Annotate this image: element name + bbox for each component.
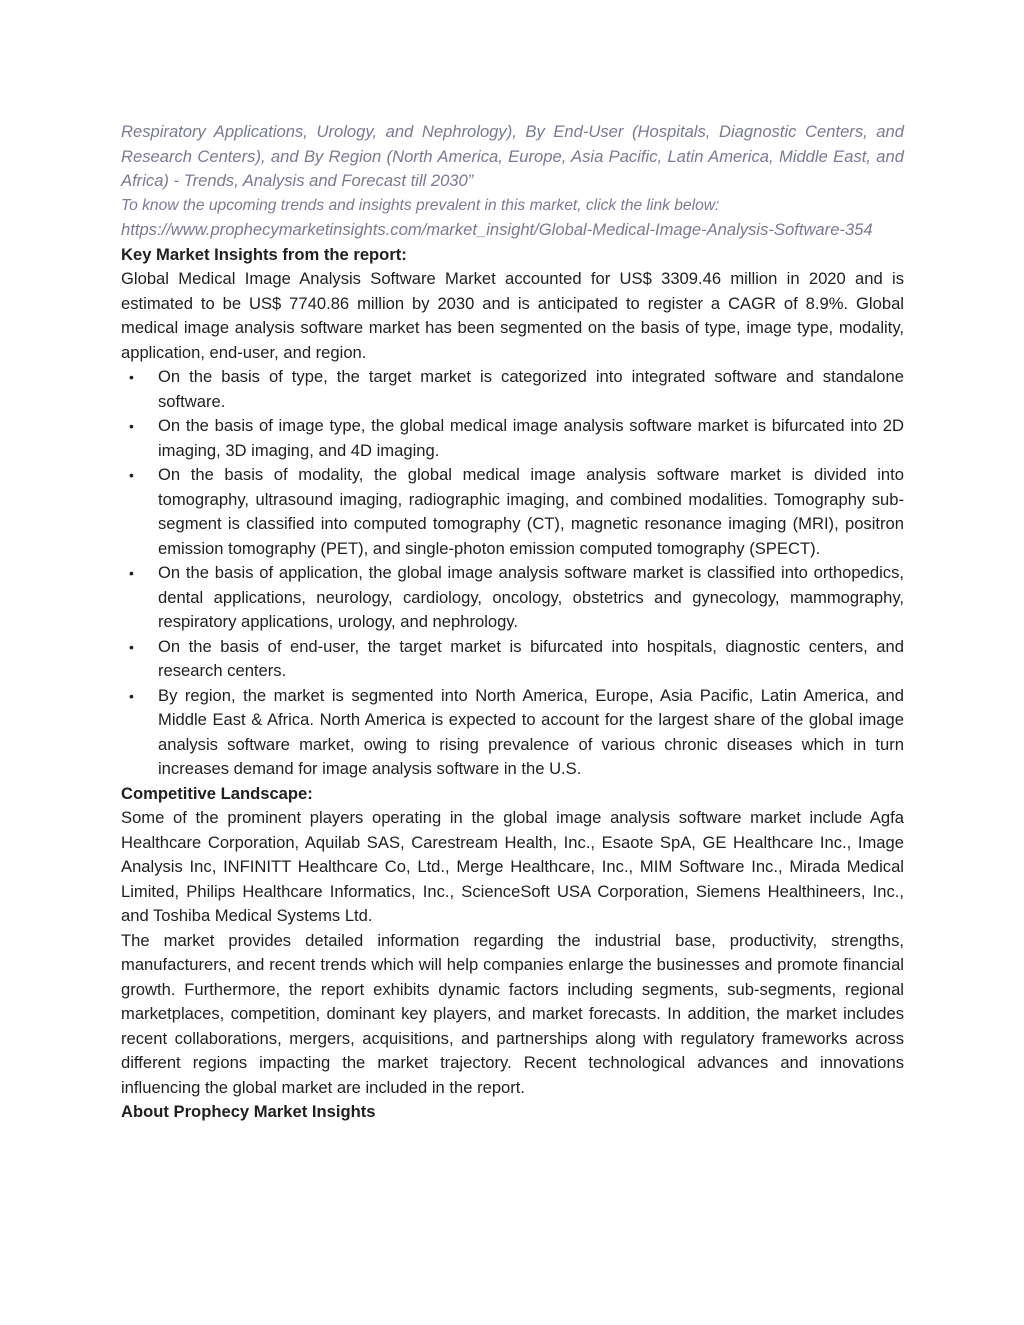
bullet-icon: • [129,467,134,483]
bullet-text: On the basis of end-user, the target market is bifurcated into hospitals, diagnostic centers, and research centers. [158,636,904,680]
market-details-paragraph: The market provides detailed information regarding the industrial base, productivity, strengths, manufacturers, and recent trends which will help companies enlarge the businesses and promote financial growth. Furthermore, the report exhibits dynamic factors including segments, sub-segments, regional marketplaces, competition, dominant key players, and market forecasts. In addition, the market includes recent collaborations, mergers, acquisitions, and partnerships along with regulatory frameworks across different regions impacting the market trajectory. Recent technological advances and innovations influencing the global market are included in the report. [121,930,904,1097]
insights-bullet-list [121,365,904,782]
bullet-text: On the basis of application, the global image analysis software market is classified into orthopedics, dental applications, neurology, cardiology, oncology, obstetrics and gynecology, mammography, respiratory applications, urology, and nephrology. [158,563,904,631]
competitive-landscape-heading: Competitive Landscape: [121,783,313,803]
list-item [129,365,904,414]
key-players-paragraph: Some of the prominent players operating in the global image analysis software market include Agfa Healthcare Corporation, Aquilab SAS, Carestream Health, Inc., Esaote SpA, GE Healthcare Inc., Image Analysis Inc, INFINITT Healthcare Co, Ltd., Merge Healthcare, Inc., MIM Software Inc., Mirada Medical Limited, Philips Healthcare Informatics, Inc., ScienceSoft USA Corporation, Siemens Healthineers, Inc., and Toshiba Medical Systems Ltd. [121,808,904,925]
about-heading: About Prophecy Market Insights [121,1102,376,1121]
bullet-icon: • [129,418,134,434]
document-page [121,120,904,1125]
list-item [129,463,904,561]
list-item [129,684,904,782]
link-call-to-action: To know the upcoming trends and insights prevalent in this market, click the link below: [121,196,720,214]
bullet-text: On the basis of modality, the global medical image analysis software market is divided into tomography, ultrasound imaging, radiographic imaging, and combined modalities. Tomography sub-segment is classified into computed tomography (CT), magnetic resonance imaging (MRI), positron emission tomography (PET), and single-photon emission computed tomography (SPECT). [158,465,904,558]
bullet-icon: • [129,565,134,581]
report-link[interactable]: https://www.prophecymarketinsights.com/market_insight/Global-Medical-Image-Analysis-Software-354 [121,220,873,239]
list-item [129,635,904,684]
key-insights-heading: Key Market Insights from the report: [121,244,407,264]
market-summary-paragraph: Global Medical Image Analysis Software Market accounted for US$ 3309.46 million in 2020 and is estimated to be US$ 7740.86 million by 2030 and is anticipated to register a CAGR of 8.9%. Global medical image analysis software market has been segmented on the basis of type, image type, modality, application, end-user, and region. [121,269,904,362]
bullet-icon: • [129,638,134,655]
report-title-continuation: Respiratory Applications, Urology, and Nephrology), By End-User (Hospitals, Diagnostic Centers, and Research Centers), and By Region (North America, Europe, Asia Pacific, Latin America, Middle East, and Africa) - Trends, Analysis and Forecast till 2030” [121,122,904,190]
bullet-icon: • [129,687,134,704]
bullet-text: On the basis of image type, the global medical image analysis software market is bifurcated into 2D imaging, 3D imaging, and 4D imaging. [158,416,904,460]
bullet-text: On the basis of type, the target market is categorized into integrated software and standalone software. [158,367,904,411]
list-item [129,414,904,463]
bullet-text: By region, the market is segmented into North America, Europe, Asia Pacific, Latin America, and Middle East & Africa. North America is expected to account for the largest share of the global image analysis software market, owing to rising prevalence of various chronic diseases which in turn increases demand for image analysis software in the U.S. [158,685,904,778]
list-item [129,561,904,635]
bullet-icon: • [129,369,134,385]
